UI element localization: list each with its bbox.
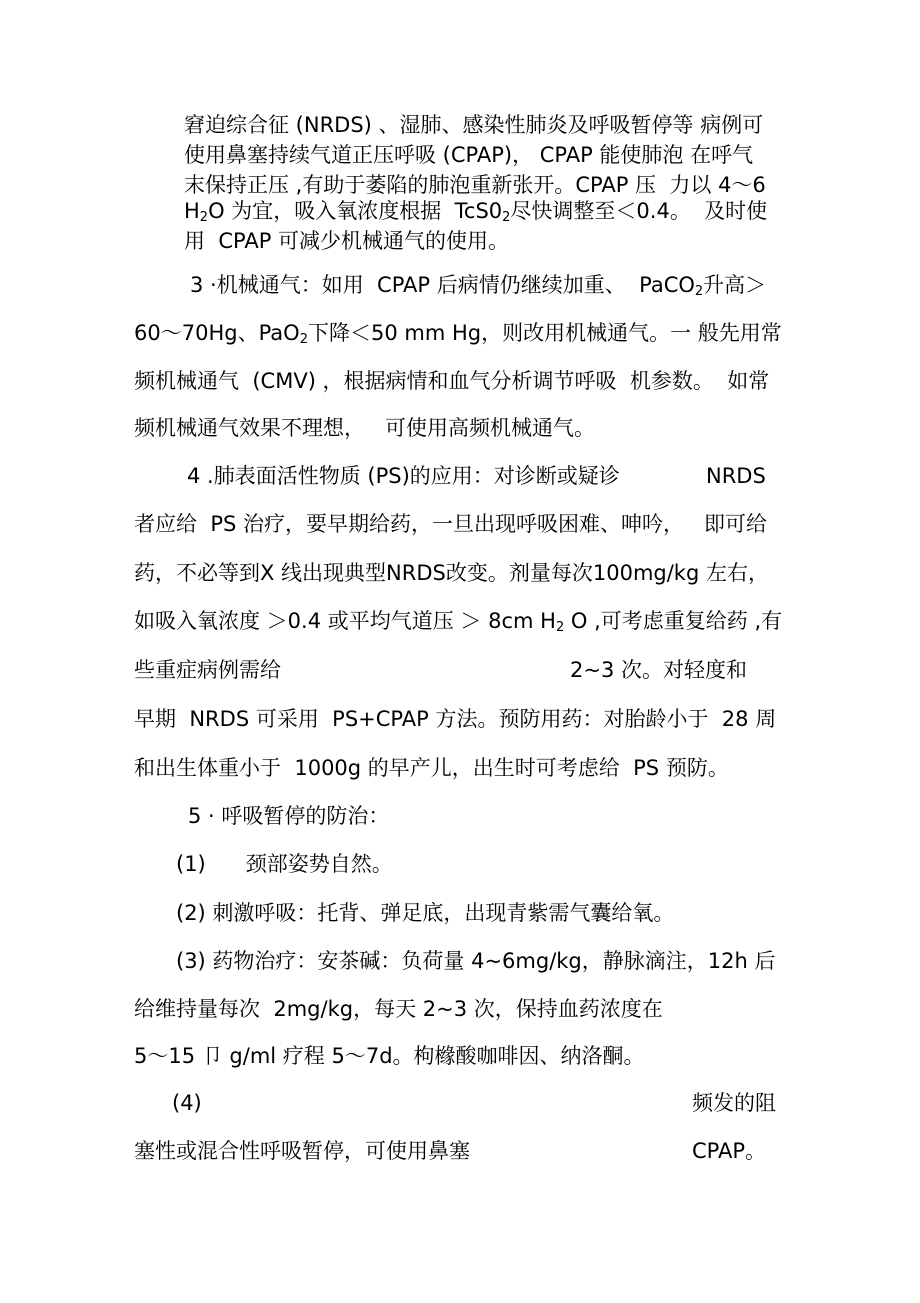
text-line: 和出生体重小于 1000g 的早产儿，出生时可考虑给 PS 预防。 bbox=[134, 756, 729, 780]
text-segment: 如吸入氧浓度 ＞0.4 或平均气道压 ＞ 8cm H bbox=[134, 609, 556, 633]
text-line: 用 CPAP 可减少机械通气的使用。 bbox=[184, 229, 510, 253]
text-line bbox=[184, 196, 767, 226]
text-line: NRDS bbox=[706, 464, 766, 488]
subscript: 2 bbox=[555, 620, 565, 635]
text-line: 早期 NRDS 可采用 PS+CPAP 方法。预防用药：对胎龄小于 28 周 bbox=[134, 707, 777, 731]
text-segment: 下降＜50 mm Hg，则改用机械通气。一 般先用常 bbox=[307, 321, 782, 345]
text-line: 使用鼻塞持续气道正压呼吸 (CPAP)， CPAP 能使肺泡 在呼气 bbox=[184, 143, 754, 167]
text-segment: 升高＞ bbox=[703, 273, 767, 297]
text-line: 给维持量每次 2mg/kg，每天 2~3 次，保持血药浓度在 bbox=[134, 997, 663, 1021]
text-line: 4 .肺表面活性物质 (PS)的应用：对诊断或疑诊 bbox=[187, 464, 620, 488]
list-item: (3) 药物治疗：安茶碱：负荷量 4~6mg/kg，静脉滴注，12h 后 bbox=[176, 949, 776, 973]
text-segment: O 为宜，吸入氧浓度根据 TcS0 bbox=[208, 199, 503, 223]
text-line: 者应给 PS 治疗，要早期给药，一旦出现呼吸困难、呻吟， 即可给 bbox=[134, 512, 768, 536]
text-line: 药，不必等到X 线出现典型NRDS改变。剂量每次100mg/kg 左右， bbox=[134, 561, 769, 585]
text-line: 频发的阻 bbox=[692, 1091, 776, 1115]
text-segment: 尽快调整至＜0.4。 及时使 bbox=[510, 199, 768, 223]
text-segment: H bbox=[184, 199, 200, 223]
subscript: 2 bbox=[299, 332, 308, 347]
list-item: (2) 刺激呼吸：托背、弹足底，出现青紫需气囊给氧。 bbox=[176, 901, 675, 925]
text-line: 末保持正压 ,有助于萎陷的肺泡重新张开。CPAP 压 力以 4～6 bbox=[184, 173, 766, 197]
subscript: 2 bbox=[694, 284, 704, 299]
text-line: 频机械通气 (CMV) ，根据病情和血气分析调节呼吸 机参数。 如常 bbox=[134, 369, 770, 393]
text-line bbox=[134, 606, 782, 636]
text-line: 窘迫综合征 (NRDS) 、湿肺、感染性肺炎及呼吸暂停等 病例可 bbox=[184, 113, 764, 137]
list-item: (4) bbox=[172, 1091, 202, 1115]
subscript: 2 bbox=[199, 210, 209, 225]
text-segment: 60～70Hg、PaO bbox=[134, 321, 300, 345]
text-line: 些重症病例需给 bbox=[134, 658, 281, 682]
section-heading: 5 · 呼吸暂停的防治： bbox=[188, 804, 390, 828]
subscript: 2 bbox=[502, 210, 511, 225]
text-line bbox=[134, 318, 782, 348]
text-line: CPAP。 bbox=[692, 1139, 767, 1163]
text-line: 5～15 卩 g/ml 疗程 5～7d。枸橼酸咖啡因、纳洛酮。 bbox=[134, 1044, 645, 1068]
text-segment: O ,可考虑重复给药 ,有 bbox=[564, 609, 783, 633]
text-line: 2~3 次。对轻度和 bbox=[570, 658, 747, 682]
text-line: 频机械通气效果不理想， 可使用高频机械通气。 bbox=[134, 416, 596, 440]
list-item: (1) 颈部姿势自然。 bbox=[176, 852, 393, 876]
text-line: 塞性或混合性呼吸暂停，可使用鼻塞 bbox=[134, 1139, 470, 1163]
text-segment: 3 ·机械通气：如用 CPAP 后病情仍继续加重、 PaCO bbox=[190, 273, 695, 297]
text-line bbox=[190, 270, 766, 300]
